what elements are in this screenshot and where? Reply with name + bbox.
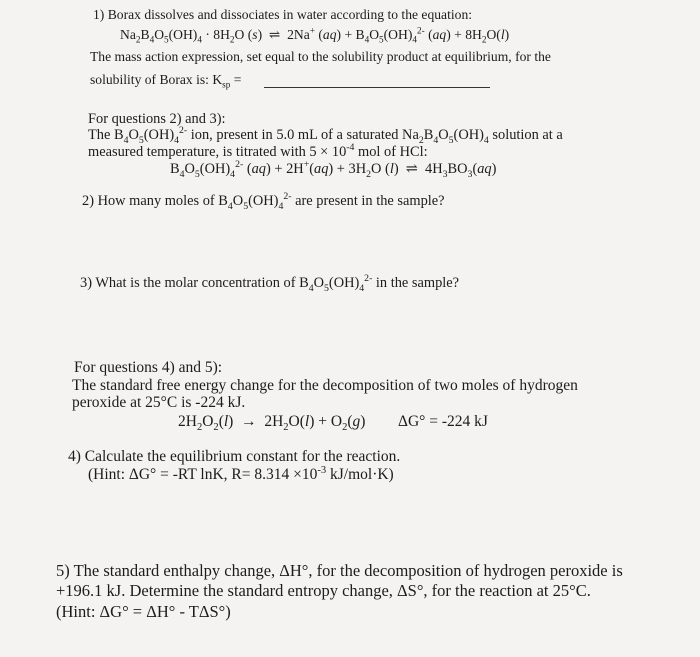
- q1-line4: solubility of Borax is: $K_{sp}$ =: [90, 72, 242, 90]
- q1-line1: 1) Borax dissolves and dissociates in water according to the equation:: [93, 7, 473, 22]
- intro23-equation: $B_4O_5(OH)_4^{2-}$ $(aq) + 2H^+(aq) + 3H_2O$ (l) ⇌ $4H_3BO_3(aq)$: [170, 159, 497, 180]
- intro45-equation: $2H_2O_2(l) \to 2H_2O(l) + O_2(g)$: [178, 413, 366, 434]
- intro23-line2: The $B_4O_5(OH)_4^{2-}$ ion, present in 5.0 mL of a saturated $Na_2B_4O_5(OH)_4$ solution at a: [88, 125, 563, 146]
- question-5-line1: 5) The standard enthalpy change, ΔH°, for the decomposition of hydrogen peroxide is: [56, 561, 623, 580]
- question-2: 2) How many moles of $B_4O_5(OH)_4^{2-}$ are present in the sample?: [82, 191, 445, 212]
- question-4-hint: (Hint: ΔG° = -RT lnK, $R= 8.314 \times 10^{-3}$ kJ/mol·K): [88, 464, 394, 483]
- question-3: 3) What is the molar concentration of $B_4O_5(OH)_4^{2-}$ in the sample?: [80, 273, 460, 294]
- intro45-line3: peroxide at 25°C is -224 kJ.: [72, 394, 246, 411]
- intro45-heading: For questions 4) and 5):: [74, 359, 223, 376]
- intro45-delta-g: ΔG° = -224 kJ: [398, 413, 488, 430]
- ksp-answer-blank: [264, 87, 490, 88]
- question-5-hint: (Hint: ΔG° = ΔH° - TΔS°): [56, 602, 231, 621]
- intro23-line3: measured temperature, is titrated with $5 \times 10^{-4}$ mol of HCl:: [88, 142, 428, 160]
- question-5-line2: +196.1 kJ. Determine the standard entropy change, ΔS°, for the reaction at 25°C.: [56, 581, 591, 600]
- q1-line3: The mass action expression, set equal to the solubility product at equilibrium, for the: [90, 49, 551, 64]
- intro23-heading: For questions 2) and 3):: [88, 111, 226, 127]
- question-4: 4) Calculate the equilibrium constant for the reaction.: [68, 448, 401, 465]
- intro45-line2: The standard free energy change for the decomposition of two moles of hydrogen: [72, 377, 578, 394]
- q1-equation: $Na_2B_4O_5(OH)_4 \cdot 8H_2O$ (s) ⇌ 2Na+ $(aq) + B_4O_5(OH)_4^{2-}$ $(aq) + 8H_2O(l)$: [120, 25, 510, 45]
